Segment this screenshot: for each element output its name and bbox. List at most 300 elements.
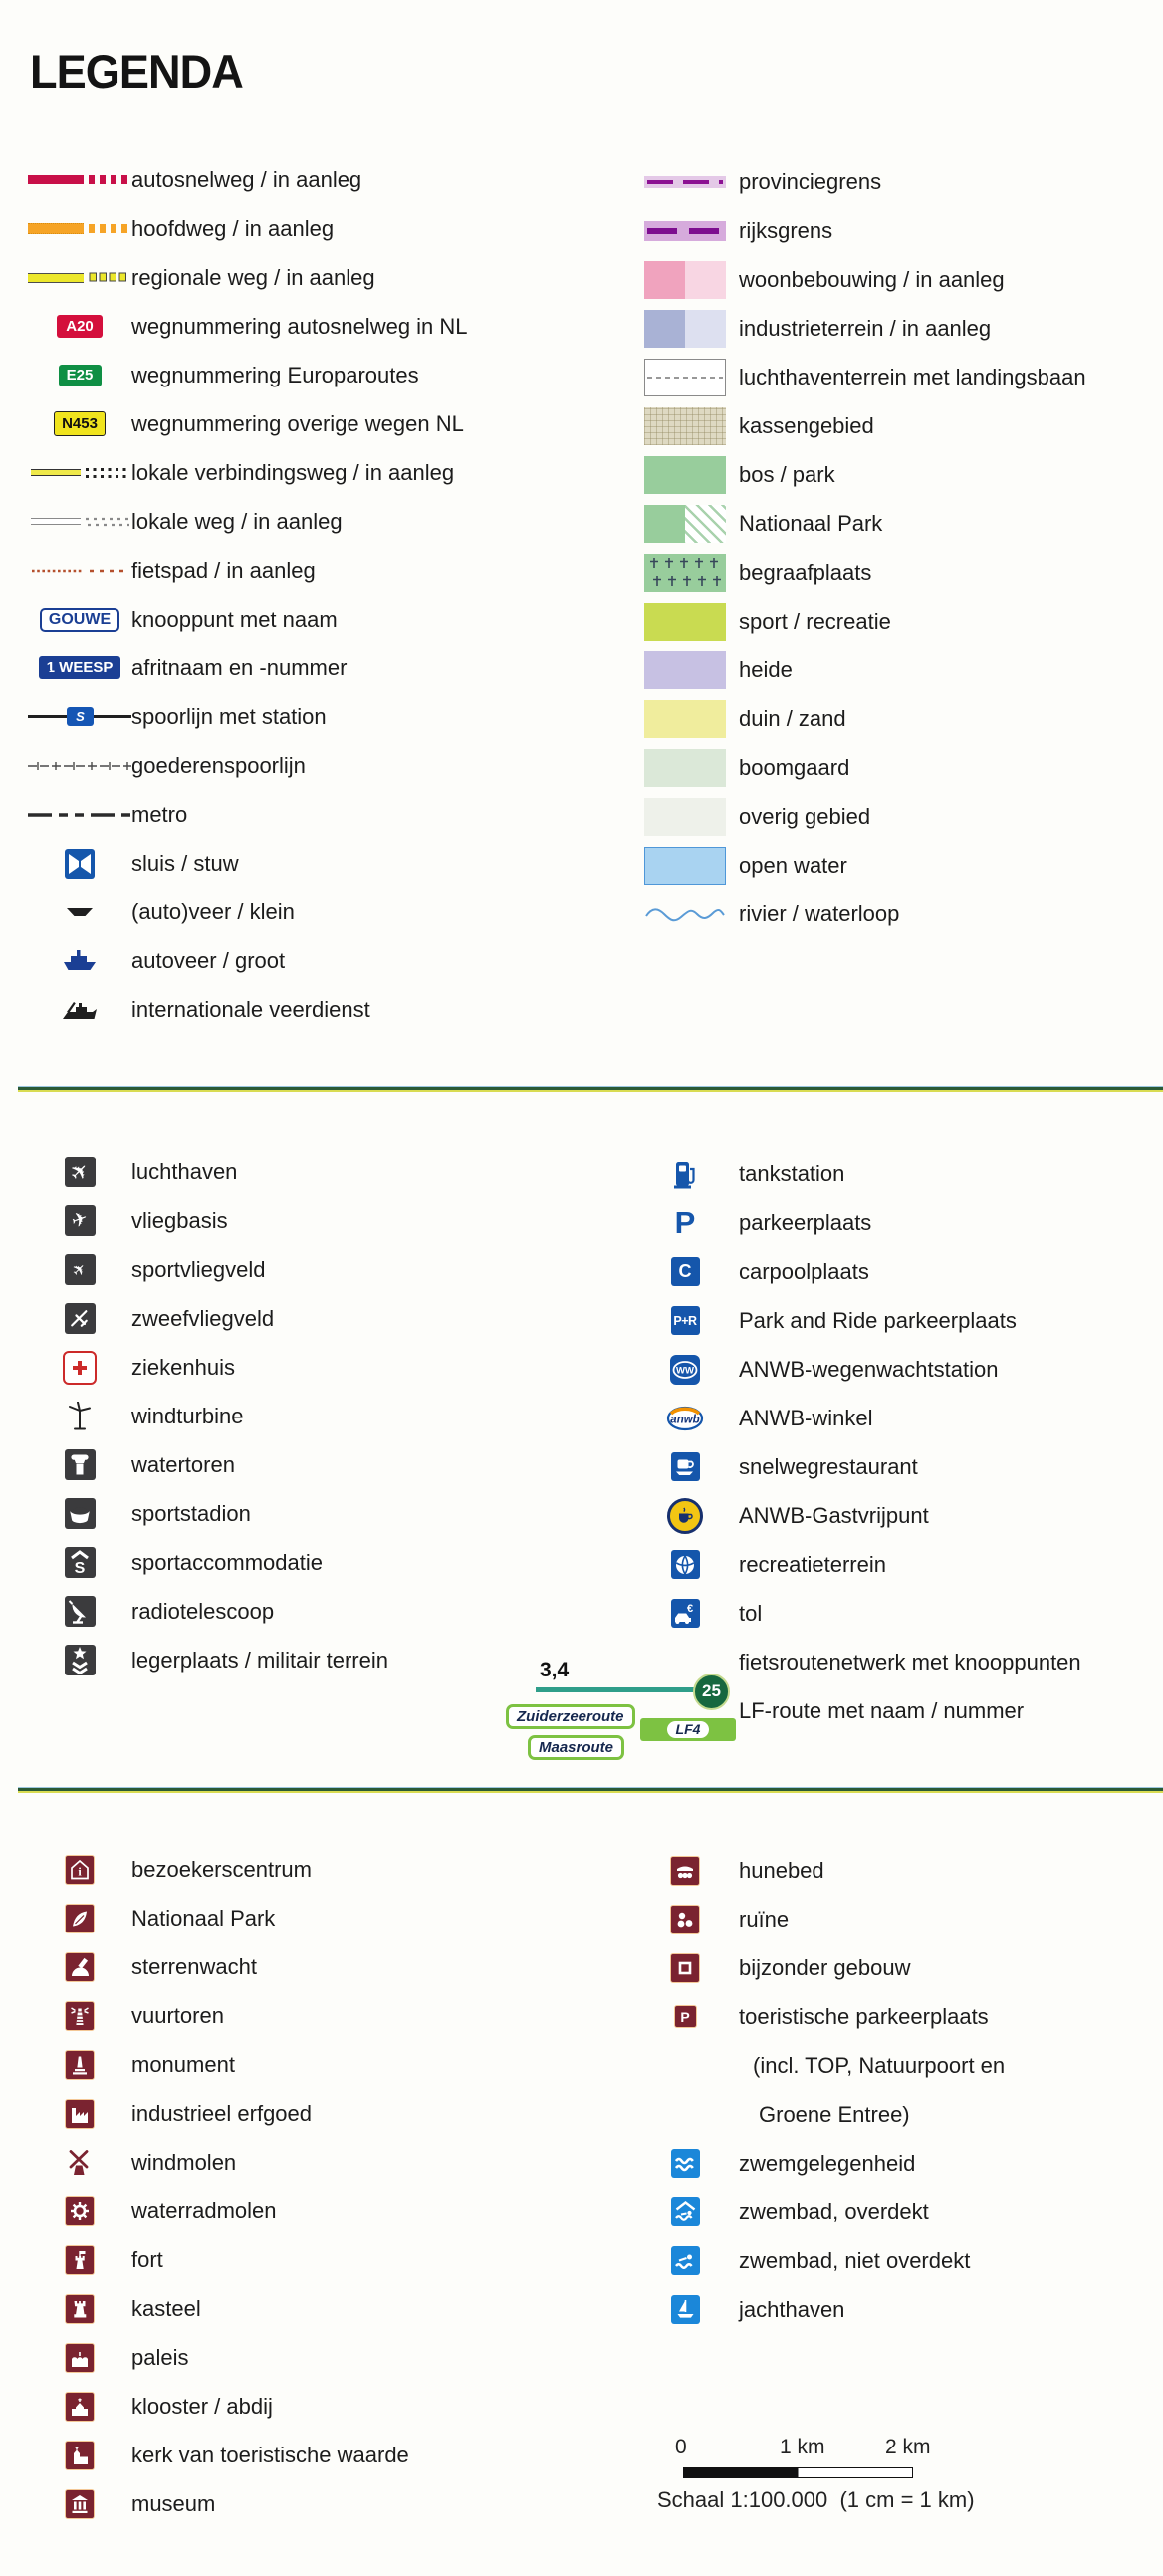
parking-icon: P — [674, 1204, 696, 1240]
sportsfacility-icon-cell — [28, 1547, 131, 1578]
recreation-icon-cell — [631, 1550, 739, 1579]
cycle-node-numbers: 3,4 — [540, 1658, 570, 1681]
outdoor-pool-icon — [671, 2246, 700, 2275]
legend-label: rivier / waterloop — [739, 901, 900, 926]
mainroad-dashes — [89, 224, 131, 233]
mainroad-line — [28, 223, 84, 234]
swimmingspot-icon-cell — [631, 2149, 739, 2178]
legend-row-monument — [28, 2040, 409, 2089]
dolmen-icon — [670, 1856, 700, 1886]
legend-label: fietsroutenetwerk met knooppunten — [739, 1649, 1081, 1674]
legend-label: industrieterrein / in aanleg — [739, 315, 992, 341]
legend-row-cyclepath — [28, 546, 468, 595]
legend-row-dune — [631, 694, 1086, 743]
anwb-shop-icon-cell — [631, 1405, 739, 1431]
church-icon — [65, 2441, 95, 2470]
section-divider — [18, 1087, 1163, 1090]
legend-label: toeristische parkeerplaats — [739, 2003, 989, 2029]
legend-row-localroad — [28, 497, 468, 546]
legend-label: windturbine — [131, 1403, 244, 1428]
industrial-heritage-icon — [65, 2099, 95, 2129]
parking-icon-cell — [631, 1205, 739, 1241]
legend-label: industrieel erfgoed — [131, 2100, 313, 2126]
legend-row-cemetery — [631, 548, 1086, 597]
lighthouse-icon-cell — [28, 2001, 131, 2031]
open-water-swatch — [631, 847, 739, 885]
river-symbol — [631, 902, 739, 926]
legend-row-castle — [28, 2284, 409, 2333]
residential-fill — [644, 261, 726, 299]
church-glyph — [70, 2446, 90, 2465]
glider-glyph — [68, 1307, 92, 1331]
legend-row-carpool — [631, 1247, 1081, 1296]
visitor-centre-icon — [65, 1855, 95, 1885]
cycle-node-circle: 25 — [693, 1674, 730, 1710]
svg-text:S: S — [74, 1560, 86, 1576]
ferry-large-icon — [62, 948, 98, 974]
legend-row-forest — [631, 450, 1086, 499]
airport-area-fill — [644, 359, 726, 396]
industrialheritage-icon-cell — [28, 2099, 131, 2129]
legend-label: sportstadion — [131, 1500, 251, 1526]
legend-label: kasteel — [131, 2295, 201, 2321]
legend-row-river — [631, 890, 1086, 938]
legend-row-sportarea — [631, 597, 1086, 645]
museum-icon-cell — [28, 2489, 131, 2519]
legend-row-otherarea — [631, 792, 1086, 841]
legend-row-monastery — [28, 2382, 409, 2431]
star-chevrons-glyph — [68, 1646, 92, 1674]
legend-row-smallferry — [28, 888, 468, 936]
legend-row-recreation — [631, 1540, 1081, 1589]
legend-row-airbase — [28, 1196, 388, 1245]
heath-fill — [644, 651, 726, 689]
legend-row-church — [28, 2431, 409, 2479]
section-sights-left — [28, 1845, 409, 2528]
dish-glyph — [68, 1600, 92, 1624]
legend-row-specialbuilding — [631, 1943, 1005, 1992]
legend-label: metro — [131, 801, 188, 827]
forest-fill — [644, 456, 726, 494]
ship-icon — [61, 998, 99, 1022]
legend-label: zweefvliegveld — [131, 1305, 275, 1331]
ruin-icon — [670, 1905, 700, 1934]
legend-row-euroroute — [28, 351, 468, 399]
wegenwacht-icon-cell — [631, 1355, 739, 1385]
legend-row-radiotelescope — [28, 1587, 388, 1636]
legend-label: hoofdweg / in aanleg — [131, 215, 335, 241]
fuel-icon-cell — [631, 1159, 739, 1189]
legend-row-lighthouse — [28, 1991, 409, 2040]
rook-glyph — [70, 2299, 90, 2319]
observatory-icon — [65, 1952, 95, 1982]
marina-icon-cell — [631, 2295, 739, 2324]
legend-row-lock — [28, 839, 468, 888]
legend-row-regionalroad — [28, 253, 468, 302]
legend-row-industrial — [631, 304, 1086, 353]
fighter-jet-glyph: ✈ — [70, 1207, 90, 1234]
local-road-dashes — [86, 516, 129, 528]
forest-swatch — [631, 456, 739, 494]
military-icon-cell — [28, 1645, 131, 1675]
airport-icon — [65, 1157, 96, 1187]
legend-label: sportaccommodatie — [131, 1549, 323, 1575]
recreation-area-icon — [671, 1550, 700, 1579]
legend-label: woonbebouwing / in aanleg — [739, 266, 1005, 292]
sailboat-glyph — [674, 2298, 697, 2321]
legend-row-military — [28, 1636, 388, 1684]
legend-label: open water — [739, 852, 847, 878]
legend-row-swimmingspot — [631, 2139, 1005, 2188]
heath-swatch — [631, 651, 739, 689]
legend-row-visitorcentre — [28, 1845, 409, 1894]
airport-icon-cell — [28, 1157, 131, 1187]
museum-icon — [65, 2489, 95, 2519]
weesp-badge: 1 WEESP — [39, 656, 121, 679]
legend-label: ruïne — [739, 1906, 790, 1932]
windmill-icon-cell — [28, 2149, 131, 2176]
legend-row-residential — [631, 255, 1086, 304]
legend-label: museum — [131, 2490, 216, 2516]
scale-bar — [683, 2467, 913, 2478]
legend-row-othernumber — [28, 399, 468, 448]
legend-label: legerplaats / militair terrein — [131, 1647, 388, 1673]
windmill-icon — [67, 2149, 94, 2176]
section-roads-left — [28, 155, 468, 1034]
pr-letters: P+R — [673, 1313, 697, 1328]
cemetery-swatch — [631, 554, 739, 592]
province-border-symbol — [631, 176, 739, 188]
legend-label: luchthaven — [131, 1159, 238, 1184]
radio-telescope-icon — [65, 1596, 96, 1627]
legend-label: wegnummering autosnelweg in NL — [131, 313, 468, 339]
swimming-spot-icon — [671, 2149, 700, 2178]
legend-row-restaurant — [631, 1442, 1081, 1491]
marina-icon — [671, 2295, 700, 2324]
legend-row-freightrail — [28, 741, 468, 790]
motorway-restaurant-icon — [671, 1452, 700, 1481]
stadium-glyph — [68, 1503, 92, 1525]
sport-airfield-icon — [65, 1254, 96, 1285]
airliner-glyph: ✈ — [64, 1156, 96, 1187]
legend-label: duin / zand — [739, 705, 846, 731]
legend-label: begraafplaats — [739, 559, 872, 585]
beach-ball-glyph — [674, 1554, 696, 1576]
legend-row-localconnector — [28, 448, 468, 497]
legend-label: spoorlijn met station — [131, 703, 327, 729]
freight-rail-symbol — [28, 761, 131, 771]
cemetery-crosses — [644, 554, 726, 592]
legend-label: rijksgrens — [739, 217, 833, 243]
scale-tick-1km: 1 km — [780, 2436, 825, 2458]
legend-row-ruin — [631, 1895, 1005, 1943]
park-and-ride-icon — [671, 1306, 700, 1335]
gastvrij-icon-cell — [631, 1498, 739, 1534]
industrial-swatch — [631, 310, 739, 348]
legend-label: luchthaventerrein met landingsbaan — [739, 364, 1086, 389]
dolmen-glyph — [675, 1861, 695, 1881]
other-road-number-badge — [28, 411, 131, 436]
special-building-icon — [670, 1953, 700, 1983]
greenhouse-fill — [644, 407, 726, 445]
military-area-icon — [65, 1645, 96, 1675]
legend-row-museum — [28, 2479, 409, 2528]
legend-label: Nationaal Park — [739, 510, 883, 536]
legend-label: bijzonder gebouw — [739, 1954, 911, 1980]
sport-area-fill — [644, 603, 726, 641]
legend-label: autosnelweg / in aanleg — [131, 166, 362, 192]
cemetery-fill — [644, 554, 726, 592]
visitorcentre-icon-cell — [28, 1855, 131, 1885]
legend-label: carpoolplaats — [739, 1258, 869, 1284]
legend-row-windmill — [28, 2138, 409, 2187]
station-icon: S — [67, 707, 94, 726]
gliderfield-icon-cell — [28, 1303, 131, 1334]
legend-label: paleis — [131, 2344, 189, 2370]
a20-badge: A20 — [57, 315, 103, 338]
legend-label: parkeerplaats — [739, 1209, 872, 1235]
legend-row-marina — [631, 2285, 1005, 2334]
airport-area-swatch — [631, 359, 739, 396]
railway-line — [28, 707, 131, 727]
legend-row-wegenwacht — [631, 1345, 1081, 1394]
national-border-symbol — [631, 221, 739, 241]
ruin-icon-cell — [631, 1905, 739, 1934]
legend-row-provborder — [631, 157, 1086, 206]
legend-label: heide — [739, 656, 793, 682]
legend-label: recreatieterrein — [739, 1551, 886, 1577]
palace-icon-cell — [28, 2343, 131, 2373]
fort-icon — [65, 2245, 95, 2275]
outdoorpool-icon-cell — [631, 2246, 739, 2275]
euroroute-number-badge — [28, 365, 131, 386]
coffee-cup-glyph — [674, 1456, 696, 1478]
legend-label: lokale verbindingsweg / in aanleg — [131, 459, 455, 485]
legend-row-metro — [28, 790, 468, 839]
touristparking-icon-cell — [631, 2005, 739, 2028]
legend-row-motorway — [28, 155, 468, 204]
legend-row-airport — [28, 1148, 388, 1196]
legend-row-gastvrij — [631, 1491, 1081, 1540]
carpool-icon — [671, 1257, 700, 1286]
tourist-parking-icon — [674, 2005, 697, 2028]
anwb-hospitality-icon — [667, 1498, 703, 1534]
watermill-icon-cell — [28, 2196, 131, 2226]
restaurant-icon-cell — [631, 1452, 739, 1481]
water-mill-icon — [65, 2196, 95, 2226]
legend-label: zwembad, niet overdekt — [739, 2247, 971, 2273]
svg-text:anwb: anwb — [670, 1414, 700, 1426]
exit-name-badge — [28, 656, 131, 679]
residential-swatch — [631, 261, 739, 299]
anwb-logo-icon — [666, 1405, 704, 1431]
legend-label: Nationaal Park — [131, 1905, 276, 1931]
lighthouse-glyph — [70, 2006, 90, 2026]
gouwe-badge: GOUWE — [40, 608, 119, 632]
legend-label: sportvliegveld — [131, 1256, 266, 1282]
legend-label: goederenspoorlijn — [131, 752, 306, 778]
legend-label: watertoren — [131, 1451, 235, 1477]
legend-label: boomgaard — [739, 754, 850, 780]
castle-icon — [65, 2294, 95, 2324]
metro-line — [28, 811, 131, 819]
fuel-pump-icon — [673, 1159, 697, 1189]
legend-row-fuel — [631, 1150, 1081, 1198]
runway-dashes — [645, 360, 725, 395]
section-facilities-left — [28, 1148, 388, 1684]
svg-text:€: € — [687, 1602, 694, 1615]
national-park-icon — [65, 1904, 95, 1933]
parkride-icon-cell — [631, 1306, 739, 1335]
water-tower-glyph — [69, 1453, 91, 1476]
legend-row-greenhouse — [631, 401, 1086, 450]
legend-label-continuation: (incl. TOP, Natuurpoort en — [753, 2052, 1006, 2078]
swimmer-glyph — [674, 2249, 697, 2272]
legend-row-water — [631, 841, 1086, 890]
legend-row-touristparking-note2 — [631, 2090, 1005, 2139]
legend-label: overig gebied — [739, 803, 871, 829]
legend-row-toll — [631, 1589, 1081, 1638]
international-ferry-icon — [28, 998, 131, 1022]
legend-row-airportarea — [631, 353, 1086, 401]
legend-row-exit — [28, 644, 468, 692]
legend-label: (auto)veer / klein — [131, 899, 295, 924]
legend-label: Park and Ride parkeerplaats — [739, 1307, 1017, 1333]
lf-route-composite — [506, 1704, 741, 1766]
legend-row-orchard — [631, 743, 1086, 792]
scale-caption: Schaal 1:100.000 (1 cm = 1 km) — [657, 2487, 975, 2512]
legend-label: bos / park — [739, 461, 835, 487]
legend-row-sportsfacility — [28, 1538, 388, 1587]
roof-swimmer-glyph — [674, 2200, 697, 2223]
legend-row-nationalpark-area — [631, 499, 1086, 548]
legend-row-intlferry — [28, 985, 468, 1034]
section-divider — [18, 1788, 1163, 1791]
obelisk-glyph — [70, 2055, 90, 2075]
fort-icon-cell — [28, 2245, 131, 2275]
house-info-glyph — [70, 1860, 90, 1880]
glider-icon — [65, 1303, 96, 1334]
freight-rail-line — [28, 761, 131, 771]
monument-icon-cell — [28, 2050, 131, 2080]
legend-label: monument — [131, 2051, 235, 2077]
roadside-assistance-icon — [670, 1355, 700, 1385]
legend-row-natborder — [631, 206, 1086, 255]
legend-row-airfield — [28, 1245, 388, 1294]
legend-row-touristparking — [631, 1992, 1005, 2041]
section-sights-right — [631, 1846, 1005, 2334]
palace-glyph — [70, 2348, 90, 2368]
national-park-fill — [644, 505, 726, 543]
legend-label: provinciegrens — [739, 168, 882, 194]
legend-label: sterrenwacht — [131, 1953, 257, 1979]
lock-icon — [65, 849, 95, 879]
airbase-icon-cell — [28, 1205, 131, 1236]
car-ferry-icon — [28, 948, 131, 974]
section-areas-right — [631, 157, 1086, 938]
legend-label: fietspad / in aanleg — [131, 557, 316, 583]
radiotelescope-icon-cell — [28, 1596, 131, 1627]
observatory-glyph — [70, 1957, 90, 1977]
legend-label: zwemgelegenheid — [739, 2150, 916, 2176]
dune-swatch — [631, 700, 739, 738]
legend-label: vliegbasis — [131, 1207, 228, 1233]
legend-label: hunebed — [739, 1857, 824, 1883]
legend-row-parking — [631, 1198, 1081, 1247]
legend-row-roadnumber-nl — [28, 302, 468, 351]
red-cross-glyph — [72, 1360, 88, 1376]
dolmen-icon-cell — [631, 1856, 739, 1886]
legend-label: wegnummering overige wegen NL — [131, 410, 464, 436]
legend-label: bezoekerscentrum — [131, 1856, 312, 1882]
legend-label: ANWB-Gastvrijpunt — [739, 1502, 929, 1528]
airbase-icon — [65, 1205, 96, 1236]
legend-row-nationalpark-icon — [28, 1894, 409, 1942]
legend-label: wegnummering Europaroutes — [131, 362, 419, 387]
scale-tick-0: 0 — [675, 2436, 687, 2458]
legend-row-indoorpool — [631, 2188, 1005, 2236]
small-ferry-icon — [28, 906, 131, 918]
hospital-icon-cell — [28, 1351, 131, 1385]
other-area-swatch — [631, 798, 739, 836]
scale-tick-2km: 2 km — [885, 2436, 931, 2458]
legend-label: kerk van toeristische waarde — [131, 2442, 409, 2467]
sport-area-swatch — [631, 603, 739, 641]
palace-icon — [65, 2343, 95, 2373]
railway-station-symbol — [28, 707, 131, 727]
section-services-right — [517, 1150, 1081, 1756]
carpool-icon-cell — [631, 1257, 739, 1286]
legend-label: LF-route met naam / nummer — [739, 1697, 1025, 1723]
cup-glyph — [677, 1507, 694, 1524]
mainroad-line-symbol — [28, 223, 131, 234]
motorway-dashes — [89, 175, 131, 184]
local-road-line — [31, 518, 81, 525]
legend-label: lokale weg / in aanleg — [131, 508, 343, 534]
local-connector-symbol — [28, 467, 131, 479]
carpool-letter: C — [678, 1261, 692, 1281]
legend-label: afritnaam en -nummer — [131, 654, 348, 680]
legend-label: ANWB-wegenwachtstation — [739, 1356, 999, 1382]
legend-label: ANWB-winkel — [739, 1405, 873, 1430]
legend-row-junction — [28, 595, 468, 644]
church-icon-cell — [28, 2441, 131, 2470]
other-area-fill — [644, 798, 726, 836]
legend-row-heath — [631, 645, 1086, 694]
legend-label: jachthaven — [739, 2296, 845, 2322]
motorway-line — [28, 175, 84, 184]
legend-row-fort — [28, 2235, 409, 2284]
legend-label: regionale weg / in aanleg — [131, 264, 375, 290]
legend-row-dolmen — [631, 1846, 1005, 1895]
dune-fill — [644, 700, 726, 738]
legend-row-touristparking-note1 — [631, 2041, 1005, 2090]
toll-icon-cell — [631, 1599, 739, 1628]
legend-row-industrialheritage — [28, 2089, 409, 2138]
leaf-glyph — [70, 1909, 90, 1929]
river-wavy-line — [644, 902, 726, 926]
legend-row-windturbine — [28, 1392, 388, 1440]
indoor-pool-icon — [671, 2197, 700, 2226]
legend-row-railway — [28, 692, 468, 741]
monastery-icon-cell — [28, 2392, 131, 2422]
hospital-icon — [63, 1351, 97, 1385]
national-park-swatch — [631, 505, 739, 543]
national-border-dashes — [644, 221, 726, 241]
legend-label: fort — [131, 2246, 163, 2272]
car-euro-glyph — [673, 1602, 697, 1626]
legend-row-outdoorpool — [631, 2236, 1005, 2285]
